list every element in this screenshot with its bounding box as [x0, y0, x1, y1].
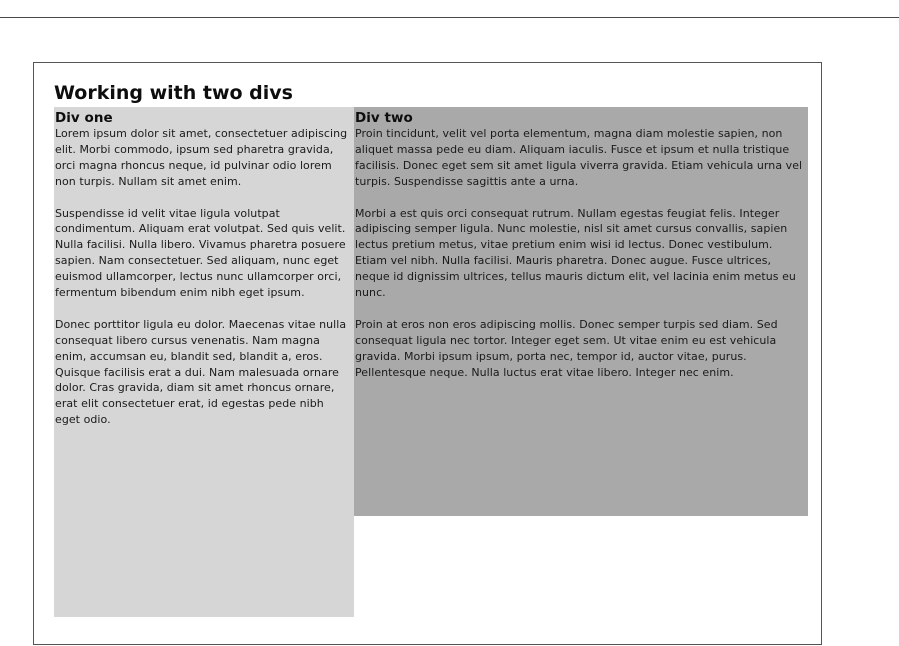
div-two-paragraph: Proin at eros non eros adipiscing mollis. Donec semper turpis sed diam. Sed consequat ligula nec tortor. Integer eget sem. Ut vitae enim eu est vehicula gravida. Morbi ipsum ipsum, porta nec, tempor id, auctor vitae, purus. Pellentesque neque. Nulla luctus erat vitae libero. Integer nec enim.	[355, 317, 778, 379]
div-two-paragraph: Proin tincidunt, velit vel porta elementum, magna diam molestie sapien, non aliquet massa pede eu diam. Aliquam iaculis. Fusce et ipsum et nulla tristique facilisis. Donec eget sem sit amet ligula viverra gravida. Etiam vehicula urna vel turpis. Suspendisse sagittis ante a urna.	[355, 127, 803, 188]
div-one-paragraph: Lorem ipsum dolor sit amet, consectetuer adipiscing elit. Morbi commodo, ipsum sed pharetra gravida, orci magna rhoncus neque, id pulvinar odio lorem non turpis. Nullam sit amet enim.	[55, 127, 348, 188]
page-title: Working with two divs	[54, 82, 293, 104]
div-one-heading: Div one	[55, 110, 113, 126]
div-one-column	[54, 107, 354, 617]
div-two-paragraph: Morbi a est quis orci consequat rutrum. Nullam egestas feugiat felis. Integer adipiscing semper ligula. Nunc molestie, nisl sit amet cursus convallis, sapien lectus pretium metus, vitae pretium enim wisi id lectus. Donec vestibulum. Etiam vel nibh. Nulla facilisi. Mauris pharetra. Donec augue. Fusce ultrices, neque id dignissim ultrices, tellus mauris dictum elit, vel lacinia enim metus eu nunc.	[355, 206, 796, 300]
top-divider	[0, 17, 899, 18]
div-two-heading: Div two	[355, 110, 413, 126]
div-two-column	[354, 107, 808, 516]
div-one-paragraph: Suspendisse id velit vitae ligula volutpat condimentum. Aliquam erat volutpat. Sed quis velit. Nulla facilisi. Nulla libero. Vivamus pharetra posuere sapien. Nam consectetuer. Sed aliquam, nunc eget euismod ullamcorper, lectus nunc ullamcorper orci, fermentum bibendum enim nibh eget ipsum.	[55, 206, 346, 300]
div-one-paragraph: Donec porttitor ligula eu dolor. Maecenas vitae nulla consequat libero cursus venenatis. Nam magna enim, accumsan eu, blandit sed, blandit a, eros. Quisque facilisis erat a dui. Nam malesuada ornare dolor. Cras gravida, diam sit amet rhoncus ornare, erat elit consectetuer erat, id egestas pede nibh eget odio.	[55, 317, 347, 427]
